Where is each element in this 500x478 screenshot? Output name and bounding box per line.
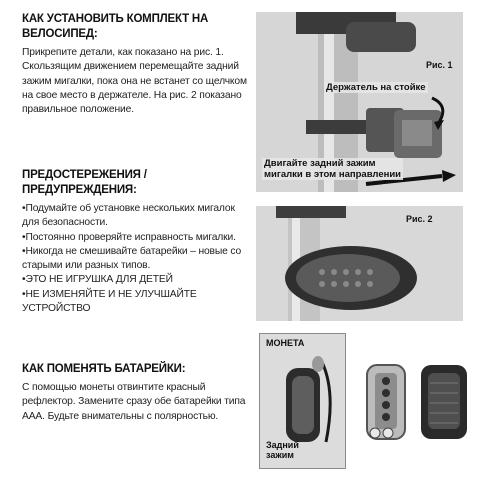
warning-item: •НЕ ИЗМЕНЯЙТЕ И НЕ УЛУЧШАЙТЕ УСТРОЙСТВО xyxy=(22,288,197,315)
holder-label: Держатель на стойке xyxy=(326,82,426,93)
reflector-photo xyxy=(420,363,468,441)
battery-holder-photo xyxy=(366,363,406,441)
install-title-line2: ВЕЛОСИПЕД: xyxy=(22,28,98,40)
install-line: зажим мигалки, пока она не встанет со щелчком xyxy=(22,75,247,87)
battery-title: КАК ПОМЕНЯТЬ БАТАРЕЙКИ: xyxy=(22,363,186,375)
warning-item: •Никогда не смешивайте батарейки – новые со xyxy=(22,245,242,257)
warning-item: для безопасности. xyxy=(22,217,108,229)
warnings-list xyxy=(22,202,262,316)
figure-3-photo xyxy=(259,333,346,469)
battery-section xyxy=(22,362,262,424)
warning-item: •Постоянно проверяйте исправность мигалки. xyxy=(22,231,236,243)
figure-1-number: Рис. 1 xyxy=(426,60,453,70)
direction-label-line1: Двигайте задний зажим xyxy=(264,158,376,169)
warning-item: •Подумайте об установке нескольких мигалок xyxy=(22,203,235,214)
figure-2-photo xyxy=(256,206,463,321)
direction-label xyxy=(262,158,403,180)
install-line: Прикрепите детали, как показано на рис. 1. xyxy=(22,47,224,58)
clip-label-line2: зажим xyxy=(266,450,294,460)
install-line: правильное положение. xyxy=(22,104,134,116)
install-line: на свое место в держателе. На рис. 2 показано xyxy=(22,89,242,101)
battery-body xyxy=(22,381,262,424)
battery-line: ААА. Будьте внимательны с полярностью. xyxy=(22,410,219,422)
direction-label-line2: мигалки в этом направлении xyxy=(264,169,402,180)
install-section xyxy=(22,12,262,117)
warning-item: старыми или разных типов. xyxy=(22,260,151,272)
warnings-title: ПРЕДОСТЕРЕЖЕНИЯ / ПРЕДУПРЕЖДЕНИЯ: xyxy=(22,169,147,196)
clip-label xyxy=(266,440,299,460)
coin-label: МОНЕТА xyxy=(266,338,305,348)
reflector-illustration xyxy=(420,363,468,441)
install-title-line1: КАК УСТАНОВИТЬ КОМПЛЕКТ НА xyxy=(22,13,209,25)
install-body xyxy=(22,46,262,117)
install-line: Скользящим движением перемещайте задний xyxy=(22,61,239,73)
battery-holder-illustration xyxy=(366,363,406,441)
warning-item: •ЭТО НЕ ИГРУШКА ДЛЯ ДЕТЕЙ xyxy=(22,274,173,286)
clip-label-line1: Задний xyxy=(266,440,299,450)
figure-1-photo xyxy=(256,12,463,192)
battery-line: С помощью монеты отвинтите красный xyxy=(22,382,206,393)
warnings-section xyxy=(22,168,262,316)
install-title xyxy=(22,12,262,42)
battery-line: рефлектор. Замените сразу обе батарейки типа xyxy=(22,396,246,408)
figure-2-number: Рис. 2 xyxy=(406,214,433,224)
